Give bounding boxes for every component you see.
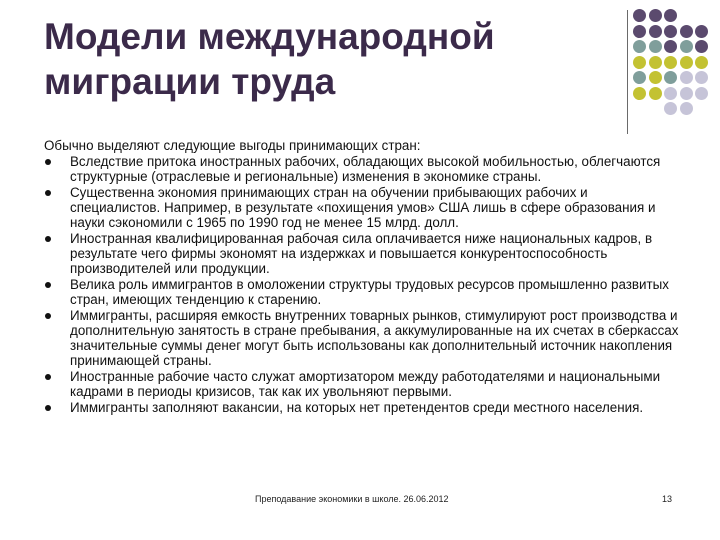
list-item xyxy=(44,400,680,415)
decorative-dot xyxy=(633,87,646,100)
list-item-text: Велика роль иммигрантов в омоложении структуры трудовых ресурсов промышленно развитых стран, имеющих тенденцию к старению. xyxy=(70,277,669,307)
slide-title xyxy=(44,14,604,104)
decorative-dot xyxy=(680,40,693,53)
decorative-dot xyxy=(680,25,693,38)
decorative-dot xyxy=(680,102,693,115)
decorative-dot xyxy=(695,71,708,84)
decorative-dot xyxy=(695,87,708,100)
decorative-dot xyxy=(680,56,693,69)
decorative-dot xyxy=(695,25,708,38)
decorative-dot xyxy=(680,87,693,100)
list-item-text: Существенна экономия принимающих стран на обучении прибывающих рабочих и специалистов. Например, в результате «похищения умов» США лишь в сфере образования и науки сэкономили с 1965 по 1990 год не менее 15 млрд. долл. xyxy=(70,185,656,230)
decorative-dot xyxy=(664,87,677,100)
decorative-dot xyxy=(649,40,662,53)
bullet-icon xyxy=(45,236,51,242)
list-item xyxy=(44,231,680,276)
bullet-icon xyxy=(45,159,51,165)
list-item-text: Иммигранты, расширяя емкость внутренних товарных рынков, стимулируют рост производства и дополнительную занятость в стране пребывания, а аккумулированные на их счетах в сберкассах значительные суммы денег могут быть использованы как дополнительный источник накопления принимающей страны. xyxy=(70,308,679,368)
decorative-dot xyxy=(664,9,677,22)
list-item-text: Иностранная квалифицированная рабочая сила оплачивается ниже национальных кадров, в результате чего фирмы экономят на издержках и повышается конкурентоспособность производителей или продукции. xyxy=(70,231,653,276)
decorative-dot xyxy=(664,56,677,69)
bullet-icon xyxy=(45,374,51,380)
decorative-dot xyxy=(633,40,646,53)
bullet-icon xyxy=(45,190,51,196)
list-item xyxy=(44,185,680,230)
slide-body xyxy=(44,138,680,416)
decorative-dot xyxy=(664,25,677,38)
decorative-dot xyxy=(695,40,708,53)
decorative-dot xyxy=(633,25,646,38)
decorative-dot xyxy=(664,71,677,84)
list-item-text: Иммигранты заполняют вакансии, на которых нет претендентов среди местного населения. xyxy=(70,400,644,415)
slide-title-line-2: миграции труда xyxy=(44,61,336,102)
footer-text: Преподавание экономики в школе. 26.06.2012 xyxy=(255,494,449,504)
list-item-text: Вследствие притока иностранных рабочих, обладающих высокой мобильностью, облегчаются структурные (отраслевые и региональные) изменения в экономике страны. xyxy=(70,154,661,184)
decorative-dot xyxy=(633,9,646,22)
decorative-dot xyxy=(633,71,646,84)
bullet-icon xyxy=(45,313,51,319)
slide-title-line-1: Модели международной xyxy=(44,16,495,57)
title-divider-line xyxy=(627,10,628,134)
list-item xyxy=(44,369,680,399)
intro-text: Обычно выделяют следующие выгоды принимающих стран: xyxy=(44,138,421,153)
page-number: 13 xyxy=(662,494,673,504)
list-item xyxy=(44,308,680,368)
decorative-dot xyxy=(695,56,708,69)
bullet-icon xyxy=(45,282,51,288)
list-item xyxy=(44,154,680,184)
decorative-dot xyxy=(649,56,662,69)
list-item xyxy=(44,277,680,307)
decorative-dot xyxy=(633,56,646,69)
bullet-icon xyxy=(45,405,51,411)
bullet-list xyxy=(44,154,680,415)
decorative-dot xyxy=(664,40,677,53)
dot-grid-decoration xyxy=(633,9,720,119)
list-item-text: Иностранные рабочие часто служат амортизатором между работодателями и национальными кадрами в периоды кризисов, так как их увольняют первыми. xyxy=(70,369,661,399)
decorative-dot xyxy=(649,87,662,100)
decorative-dot xyxy=(664,102,677,115)
decorative-dot xyxy=(649,9,662,22)
decorative-dot xyxy=(680,71,693,84)
decorative-dot xyxy=(649,71,662,84)
decorative-dot xyxy=(649,25,662,38)
